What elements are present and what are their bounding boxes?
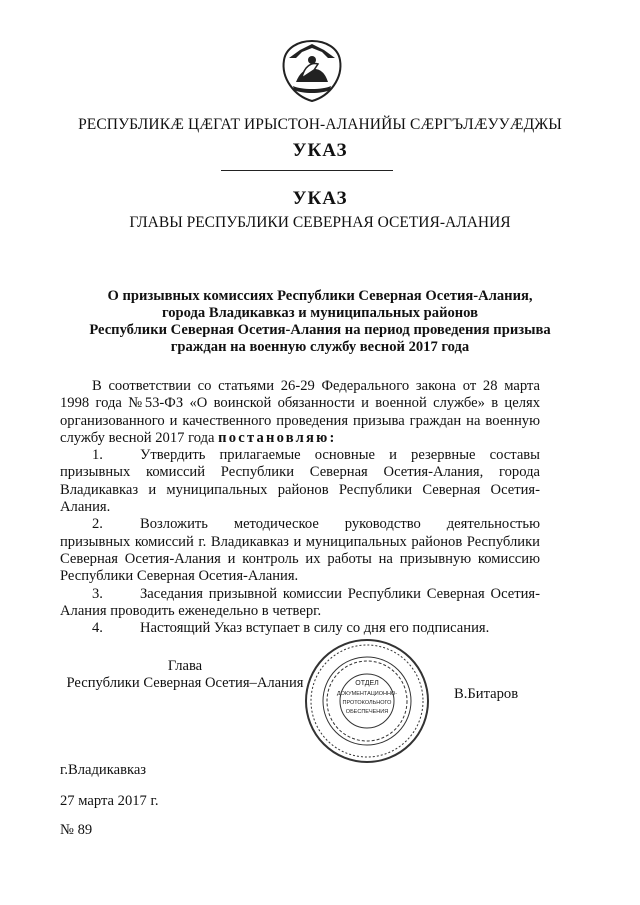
preamble-text: В соответствии со статьями 26-29 Федерального закона от 28 марта 1998 года №53-ФЗ «О воинской обязанности и военной службе» в целях организованного и качественного проведения призыва граждан на военную службу весной 2017 года <box>60 378 540 446</box>
title-line: Республики Северная Осетия-Алания на период проведения призыва <box>89 322 551 338</box>
issue-city: г.Владикавказ <box>60 762 147 778</box>
item-text: Возложить методическое руководство деятельностью призывных комиссий г. Владикавказ и муниципальных районов Республики Северная Осетия-Алания и контроль их работы на призывную комиссию Республики Северная Осетия-Алания. <box>60 516 540 585</box>
list-item <box>60 586 540 621</box>
signatory-name: В.Битаров <box>454 686 519 702</box>
decree-body <box>60 378 540 637</box>
item-number: 1. <box>92 447 103 464</box>
coat-of-arms-emblem <box>278 38 346 104</box>
title-line: граждан на военную службу весной 2017 года <box>170 339 470 355</box>
issuer-name: ГЛАВЫ РЕСПУБЛИКИ СЕВЕРНАЯ ОСЕТИЯ-АЛАНИЯ <box>129 214 511 231</box>
title-line: города Владикавказ и муниципальных районов <box>161 305 478 321</box>
item-text: Заседания призывной комиссии Республики Северная Осетия-Алания проводить еженедельно в четверг. <box>60 585 540 619</box>
title-line: О призывных комиссиях Республики Северная Осетия-Алания, <box>107 288 533 304</box>
decree-number: № 89 <box>60 822 93 838</box>
decree-heading-ossetian: УКАЗ <box>292 140 348 161</box>
divider <box>221 170 393 171</box>
list-item <box>60 620 540 637</box>
stamp-center-text: ПРОТОКОЛЬНОГО <box>342 700 392 706</box>
decree-title <box>60 288 580 356</box>
list-item <box>60 516 540 585</box>
official-stamp <box>303 637 431 765</box>
list-item <box>60 447 540 516</box>
decree-word: постановляю: <box>218 429 337 446</box>
signatory-position <box>60 658 310 693</box>
position-line: Республики Северная Осетия–Алания <box>66 675 304 692</box>
issue-date: 27 марта 2017 г. <box>60 793 159 809</box>
item-number: 3. <box>92 585 103 602</box>
emblem-icon <box>278 38 346 104</box>
stamp-center-text: ОБЕСПЕЧЕНИЯ <box>345 709 389 715</box>
item-text: Утвердить прилагаемые основные и резервные составы призывных комиссий Республики Северная Осетия-Алания, города Владикавказ и муниципальных районов Республики Северная Осетия-Алания. <box>60 447 540 516</box>
stamp-center-text: ДОКУМЕНТАЦИОННО- <box>336 691 398 697</box>
seal-icon <box>303 637 431 765</box>
position-line: Глава <box>167 658 203 674</box>
stamp-center-text: ОТДЕЛ <box>355 680 379 687</box>
republic-name-ossetian: РЕСПУБЛИКӔ ЦӔГАТ ИРЫСТОН-АЛАНИЙЫ СӔРГЪЛӔУУӔДЖЫ <box>78 116 562 133</box>
preamble-paragraph <box>60 378 540 447</box>
item-number: 2. <box>92 516 103 533</box>
item-number: 4. <box>92 620 103 637</box>
item-text: Настоящий Указ вступает в силу со дня его подписания. <box>140 620 490 637</box>
decree-heading-russian: УКАЗ <box>292 188 348 209</box>
